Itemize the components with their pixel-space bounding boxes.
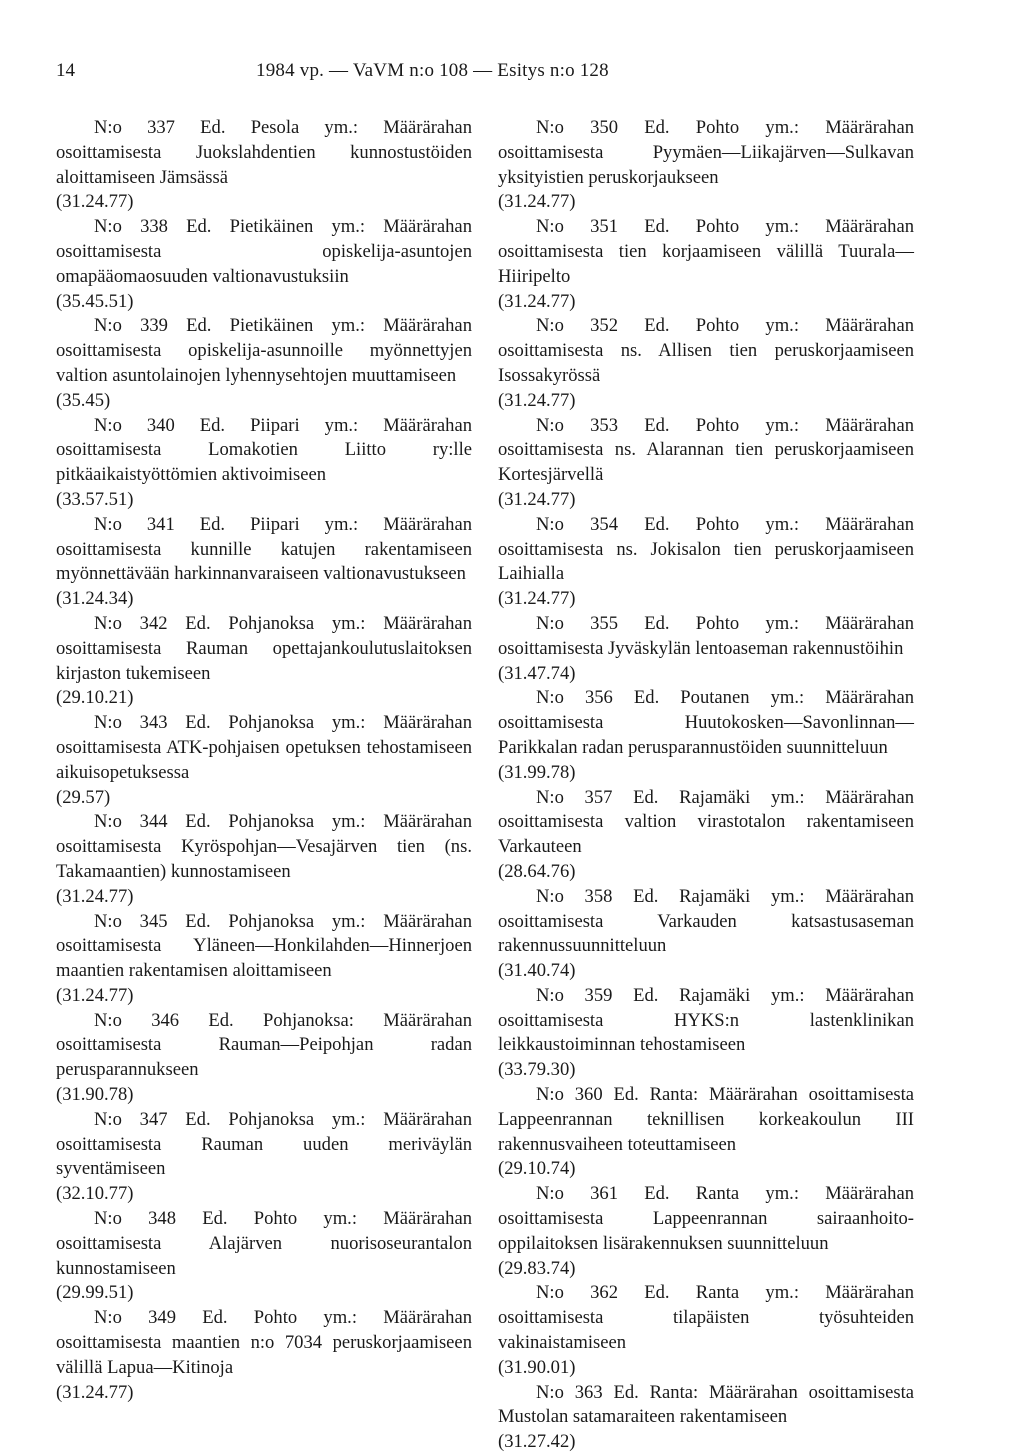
motion-text: N:o 350 Ed. Pohto ym.: Määrärahan osoittamisesta Pyymäen—Liikajärven—Sulkavan yksityistien peruskorjaukseen bbox=[498, 117, 914, 188]
budget-item-code: (33.57.51) bbox=[56, 488, 134, 510]
budget-item-code: (31.47.74) bbox=[498, 662, 576, 684]
motion-text: N:o 352 Ed. Pohto ym.: Määrärahan osoittamisesta ns. Allisen tien peruskorjaamiseen Isossakyrössä bbox=[498, 315, 914, 386]
budget-item-code: (33.79.30) bbox=[498, 1059, 576, 1081]
budget-item-code: (28.64.76) bbox=[498, 860, 576, 882]
motion-entry bbox=[56, 1207, 472, 1306]
budget-item-code: (31.24.77) bbox=[498, 488, 576, 510]
budget-item-code: (29.99.51) bbox=[56, 1282, 134, 1304]
budget-item-code: (32.10.77) bbox=[56, 1183, 134, 1205]
budget-item-code: (29.10.21) bbox=[56, 687, 134, 709]
motion-text: N:o 340 Ed. Piipari ym.: Määrärahan osoittamisesta Lomakotien Liitto ry:lle pitkäaikaistyöttömien aktivoimiseen bbox=[56, 414, 472, 486]
motion-entry bbox=[498, 1281, 914, 1380]
budget-item-code: (31.24.77) bbox=[56, 1381, 134, 1403]
motion-text: N:o 358 Ed. Rajamäki ym.: Määrärahan osoittamisesta Varkauden katsastusaseman rakennussuunnitteluun bbox=[498, 885, 914, 957]
motion-entry bbox=[56, 116, 472, 215]
motion-text: N:o 344 Ed. Pohjanoksa ym.: Määrärahan osoittamisesta Kyröspohjan—Vesajärven tien (ns. Takamaantien) kunnostamiseen bbox=[56, 811, 472, 882]
budget-item-code: (31.90.78) bbox=[56, 1084, 134, 1106]
motion-entry bbox=[56, 711, 472, 810]
motion-text: N:o 341 Ed. Piipari ym.: Määrärahan osoittamisesta kunnille katujen rakentamiseen myönnettävään harkinnanvaraiseen valtionavustukseen bbox=[56, 513, 472, 585]
motion-text: N:o 349 Ed. Pohto ym.: Määrärahan osoittamisesta maantien n:o 7034 peruskorjaamiseen välillä Lapua—Kitinoja bbox=[56, 1307, 472, 1378]
motion-entry bbox=[56, 1108, 472, 1207]
budget-item-code: (31.27.42) bbox=[498, 1431, 576, 1453]
motion-entry bbox=[498, 885, 914, 984]
motion-text: N:o 345 Ed. Pohjanoksa ym.: Määrärahan osoittamisesta Yläneen—Honkilahden—Hinnerjoen maantien rakentamisen aloittamiseen bbox=[56, 910, 472, 982]
motion-text: N:o 343 Ed. Pohjanoksa ym.: Määrärahan osoittamisesta ATK-pohjaisen opetuksen tehostamiseen aikuisopetuksessa bbox=[56, 712, 472, 783]
running-head: 1984 vp. — VaVM n:o 108 — Esitys n:o 128 bbox=[256, 60, 609, 81]
motion-entry bbox=[56, 314, 472, 413]
motion-text: N:o 363 Ed. Ranta: Määrärahan osoittamisesta Mustolan satamaraiteen rakentamiseen bbox=[498, 1381, 914, 1428]
budget-item-code: (31.40.74) bbox=[498, 960, 576, 982]
motion-text: N:o 338 Ed. Pietikäinen ym.: Määrärahan osoittamisesta opiskelija-asuntojen omapääomaosuuden valtionavustuksiin bbox=[56, 216, 472, 287]
motion-entry bbox=[498, 116, 914, 215]
budget-item-code: (31.24.77) bbox=[56, 885, 134, 907]
budget-item-code: (31.24.77) bbox=[56, 984, 134, 1006]
motion-entry bbox=[56, 513, 472, 612]
budget-item-code: (35.45) bbox=[56, 389, 111, 411]
motion-text: N:o 354 Ed. Pohto ym.: Määrärahan osoittamisesta ns. Jokisalon tien peruskorjaamiseen Laihialla bbox=[498, 513, 914, 585]
motion-text: N:o 339 Ed. Pietikäinen ym.: Määrärahan osoittamisesta opiskelija-asunnoille myönnettyjen valtion asuntolainojen lyhennysehtojen muuttamiseen bbox=[56, 315, 472, 386]
page-header bbox=[56, 60, 726, 90]
motion-entry bbox=[498, 1182, 914, 1281]
budget-item-code: (31.24.77) bbox=[56, 191, 134, 213]
motion-entry bbox=[56, 215, 472, 314]
motion-text: N:o 351 Ed. Pohto ym.: Määrärahan osoittamisesta tien korjaamiseen välillä Tuurala—Hiiripelto bbox=[498, 216, 914, 287]
motion-entry bbox=[498, 786, 914, 885]
motion-entry bbox=[498, 513, 914, 612]
motion-entry bbox=[498, 414, 914, 513]
budget-item-code: (29.10.74) bbox=[498, 1158, 576, 1180]
budget-item-code: (29.83.74) bbox=[498, 1257, 576, 1279]
budget-item-code: (29.57) bbox=[56, 786, 111, 808]
motion-text: N:o 337 Ed. Pesola ym.: Määrärahan osoittamisesta Juokslahdentien kunnostustöiden aloittamiseen Jämsässä bbox=[56, 117, 472, 188]
motion-entry bbox=[498, 686, 914, 785]
budget-item-code: (31.24.77) bbox=[498, 389, 576, 411]
budget-item-code: (31.24.77) bbox=[498, 191, 576, 213]
budget-item-code: (31.99.78) bbox=[498, 761, 576, 783]
motion-entry bbox=[56, 612, 472, 711]
motion-text: N:o 359 Ed. Rajamäki ym.: Määrärahan osoittamisesta HYKS:n lastenklinikan leikkaustoiminnan tehostamiseen bbox=[498, 984, 914, 1056]
budget-item-code: (31.24.77) bbox=[498, 588, 576, 610]
motion-entry bbox=[498, 215, 914, 314]
motion-text: N:o 362 Ed. Ranta ym.: Määrärahan osoittamisesta tilapäisten työsuhteiden vakinaistamiseen bbox=[498, 1282, 914, 1354]
motion-text: N:o 347 Ed. Pohjanoksa ym.: Määrärahan osoittamisesta Rauman uuden meriväylän syventämiseen bbox=[56, 1108, 472, 1180]
page-number: 14 bbox=[56, 60, 75, 81]
motion-entry bbox=[498, 314, 914, 413]
budget-item-code: (35.45.51) bbox=[56, 290, 134, 312]
motion-entry bbox=[498, 1083, 914, 1182]
motion-entry bbox=[56, 1306, 472, 1405]
budget-item-code: (31.24.77) bbox=[498, 290, 576, 312]
motion-text: N:o 355 Ed. Pohto ym.: Määrärahan osoittamisesta Jyväskylän lentoaseman rakennustöihin bbox=[498, 612, 914, 659]
motion-entry bbox=[56, 810, 472, 909]
budget-item-code: (31.24.34) bbox=[56, 588, 134, 610]
motion-entry bbox=[56, 910, 472, 1009]
motion-text: N:o 353 Ed. Pohto ym.: Määrärahan osoittamisesta ns. Alarannan tien peruskorjaamiseen Kortesjärvellä bbox=[498, 414, 914, 486]
motion-text: N:o 348 Ed. Pohto ym.: Määrärahan osoittamisesta Alajärven nuorisoseurantalon kunnostamiseen bbox=[56, 1208, 472, 1279]
left-column bbox=[56, 116, 472, 1405]
motion-text: N:o 356 Ed. Poutanen ym.: Määrärahan osoittamisesta Huutokosken—Savonlinnan—Parikkalan radan perusparannustöiden suunnitteluun bbox=[498, 687, 914, 758]
motion-text: N:o 357 Ed. Rajamäki ym.: Määrärahan osoittamisesta valtion virastotalon rakentamiseen Varkauteen bbox=[498, 786, 914, 858]
motion-entry bbox=[498, 612, 914, 686]
motion-text: N:o 342 Ed. Pohjanoksa ym.: Määrärahan osoittamisesta Rauman opettajankoulutuslaitoksen kirjaston tukemiseen bbox=[56, 612, 472, 684]
motion-entry bbox=[56, 414, 472, 513]
motion-text: N:o 360 Ed. Ranta: Määrärahan osoittamisesta Lappeenrannan teknillisen korkeakoulun III rakennusvaiheen toteuttamiseen bbox=[498, 1084, 914, 1155]
motion-entry bbox=[56, 1009, 472, 1108]
motion-text: N:o 346 Ed. Pohjanoksa: Määrärahan osoittamisesta Rauman—Peipohjan radan perusparannukseen bbox=[56, 1009, 472, 1081]
budget-item-code: (31.90.01) bbox=[498, 1356, 576, 1378]
right-column bbox=[498, 116, 914, 1455]
motion-entry bbox=[498, 1381, 914, 1455]
motion-entry bbox=[498, 984, 914, 1083]
motion-text: N:o 361 Ed. Ranta ym.: Määrärahan osoittamisesta Lappeenrannan sairaanhoito-oppilaitoksen lisärakennuksen suunnitteluun bbox=[498, 1183, 914, 1254]
